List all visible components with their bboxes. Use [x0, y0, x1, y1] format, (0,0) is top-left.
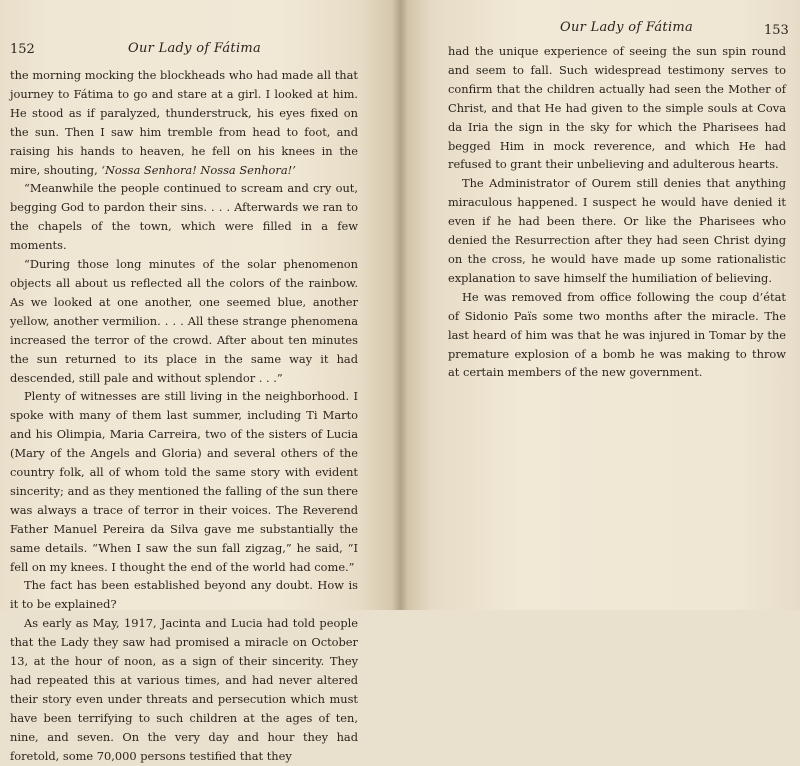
paragraph: The Administrator of Ourem still denies that anything miraculous happened. I suspect he would have denied it even if he had been there. Or like the Pharisees who denied the Resurrection after they had seen Christ dying on the cross, he would have made up some rationalistic explanation to save himself the humiliation of believing. — [448, 176, 786, 285]
right-page-text — [448, 42, 786, 382]
paragraph: As early as May, 1917, Jacinta and Lucia had told people that the Lady they saw had promised a miracle on October 13, at the hour of noon, as a sign of their sincerity. They had repeated this at various times, and had never altered their story even under threats and persecution which must have been terrifying to such children at the ages of ten, nine, and seven. On the very day and hour they had foretold, some 70,000 persons testified that they — [10, 616, 358, 763]
left-page — [0, 0, 400, 763]
paragraph: Plenty of witnesses are still living in the neighborhood. I spoke with many of them last summer, including Ti Marto and his Olimpia, Maria Carreira, two of the sisters of Lucia (Mary of the Angels and Gloria) and several others of the country folk, all of whom told the same story with evident sincerity; and as they mentioned the falling of the sun there was always a trace of terror in their voices. The Reverend Father Manuel Pereira da Silva gave me substantially the same details. “When I saw the sun fall zigzag,” he said, “I fell on my knees. I thought the end of the world had come.” — [10, 389, 358, 574]
left-page-text — [10, 66, 358, 766]
right-page — [400, 0, 800, 610]
paragraph: “Meanwhile the people continued to scream and cry out, begging God to pardon their sins. . . . Afterwards we ran to the chapels of the town, which were filled in a few moments. — [10, 181, 358, 253]
paragraph: The fact has been established beyond any doubt. How is it to be explained? — [10, 578, 358, 612]
paragraph — [10, 66, 358, 179]
paragraph-text: the morning mocking the blockheads who had made all that journey to Fátima to go and stare at a girl. I looked at him. He stood as if paralyzed, thunderstruck, his eyes fixed on the sun. Then I saw him tremble from head to foot, and raising his hands to heaven, he fell on his knees in the mire, shouting, — [10, 68, 358, 177]
running-head-left: Our Lady of Fátima — [128, 41, 262, 56]
paragraph: had the unique experience of seeing the sun spin round and seem to fall. Such widespread testimony serves to confirm that the children actually had seen the Mother of Christ, and that He had given to the simple souls at Cova da Iria the sign in the sky for which the Pharisees had begged Him in mock reverence, and which He had refused to grant their unbelieving and adulterous hearts. — [448, 44, 786, 172]
running-head-right: Our Lady of Fátima — [560, 20, 694, 35]
paragraph: He was removed from office following the coup d’état of Sidonio Païs some two months after the miracle. The last heard of him was that he was injured in Tomar by the premature explosion of a bomb he was making to throw at certain members of the new government. — [448, 289, 786, 380]
italic-quote: ‘Nossa Senhora! Nossa Senhora!’ — [101, 162, 296, 177]
page-number-right: 153 — [764, 23, 789, 38]
page-number-left: 152 — [10, 42, 35, 57]
paragraph: “During those long minutes of the solar phenomenon objects all about us reflected all the colors of the rainbow. As we looked at one another, one seemed blue, another yellow, another vermilion. . . . All these strange phenomena increased the terror of the crowd. After about ten minutes the sun returned to its place in the same way it had descended, still pale and without splendor . . .” — [10, 257, 358, 385]
